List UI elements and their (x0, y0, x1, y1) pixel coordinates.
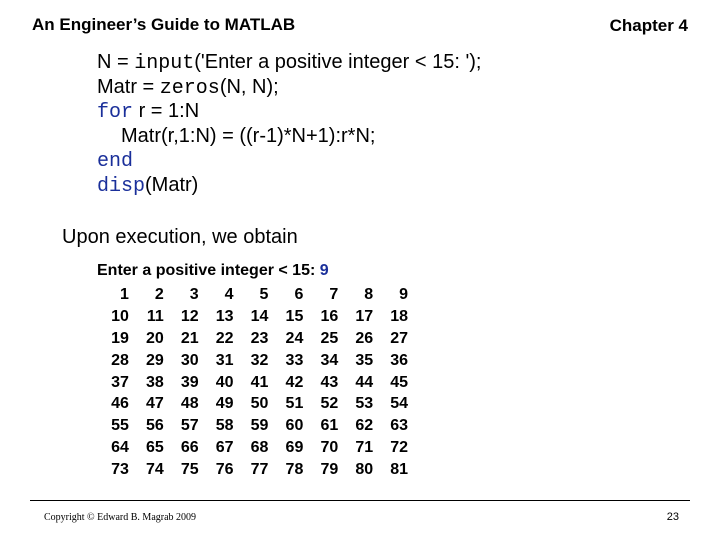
matrix-cell: 44 (355, 373, 374, 391)
matrix-cell: 5 (259, 286, 269, 303)
matrix-cell: 79 (320, 461, 339, 479)
code-line-5 (97, 148, 482, 173)
function-disp: disp (97, 174, 146, 198)
matrix-cell: 76 (215, 461, 234, 479)
matrix-cell: 54 (390, 395, 409, 413)
matrix-cell: 42 (285, 373, 304, 391)
matrix-cell: 45 (390, 373, 409, 391)
matrix-cell: 78 (285, 461, 304, 479)
matrix-cell: 7 (329, 286, 339, 303)
matrix-cell: 31 (215, 351, 234, 369)
code-line-4: Matr(r,1:N) = ((r-1)*N+1):r*N; (121, 124, 376, 147)
matrix-cell: 20 (145, 329, 164, 347)
matrix-cell: 56 (145, 417, 164, 435)
matrix-row (94, 459, 408, 481)
matrix-cell: 10 (111, 307, 129, 325)
matrix-cell: 16 (320, 307, 339, 325)
code-line-1: N = input('Enter a positive integer < 15: '); (97, 51, 482, 75)
matrix-cell: 53 (355, 395, 374, 413)
matrix-cell: 17 (355, 307, 374, 325)
matrix-cell: 9 (399, 286, 409, 303)
matrix-cell: 69 (285, 439, 304, 457)
matrix-cell: 14 (250, 307, 269, 325)
matrix-cell: 2 (154, 286, 164, 303)
matrix-cell: 19 (111, 329, 129, 347)
matrix-cell: 46 (111, 395, 129, 413)
matrix-cell: 12 (180, 307, 199, 325)
output-matrix (94, 284, 408, 481)
matrix-cell: 65 (145, 439, 164, 457)
matrix-cell: 11 (146, 307, 164, 325)
matrix-cell: 77 (250, 461, 269, 479)
matrix-cell: 24 (285, 329, 304, 347)
code-block (97, 50, 482, 197)
matrix-cell: 23 (250, 329, 269, 347)
matrix-cell: 18 (390, 307, 409, 325)
matrix-cell: 62 (355, 417, 374, 435)
matrix-cell: 49 (215, 395, 234, 413)
matrix-row (94, 372, 408, 394)
matrix-row (94, 393, 408, 415)
keyword-end: end (97, 150, 134, 173)
matrix-cell: 50 (250, 395, 269, 413)
footer-divider (30, 500, 690, 501)
matrix-cell: 58 (215, 417, 234, 435)
code-line-2: Matr = zeros(N, N); (97, 75, 279, 100)
book-title: An Engineer’s Guide to MATLAB (32, 15, 296, 34)
matrix-cell: 3 (189, 286, 199, 303)
matrix-cell: 36 (390, 351, 409, 369)
matrix-cell: 43 (320, 373, 339, 391)
matrix-row (94, 437, 408, 459)
matrix-cell: 60 (285, 417, 304, 435)
matrix-cell: 81 (390, 461, 409, 479)
matrix-cell: 74 (145, 461, 164, 479)
matrix-row (94, 306, 408, 328)
matrix-cell: 15 (285, 307, 304, 325)
matrix-cell: 1 (119, 286, 129, 303)
matrix-cell: 40 (215, 373, 234, 391)
matrix-cell: 22 (215, 329, 234, 347)
chapter-label: Chapter 4 (609, 16, 688, 35)
matrix-cell: 37 (111, 373, 129, 391)
matrix-cell: 64 (111, 439, 129, 457)
matrix-cell: 30 (180, 351, 199, 369)
matrix-cell: 35 (355, 351, 374, 369)
page-number: 23 (666, 511, 679, 523)
matrix-row (94, 328, 408, 350)
matrix-cell: 38 (145, 373, 164, 391)
matrix-cell: 57 (180, 417, 199, 435)
matrix-cell: 48 (180, 395, 199, 413)
matrix-cell: 26 (355, 329, 374, 347)
matrix-cell: 59 (250, 417, 269, 435)
matrix-cell: 25 (320, 329, 339, 347)
matrix-cell: 80 (355, 461, 374, 479)
matrix-cell: 73 (111, 461, 129, 479)
input-value: 9 (319, 262, 329, 279)
matrix-cell: 32 (250, 351, 269, 369)
copyright-text: Copyright © Edward B. Magrab 2009 (44, 512, 197, 523)
matrix-cell: 27 (390, 329, 409, 347)
output-prompt: Enter a positive integer < 15: 9 (97, 262, 329, 279)
code-line-6: disp(Matr) (97, 173, 199, 198)
matrix-cell: 52 (320, 395, 339, 413)
intro-text: Upon execution, we obtain (62, 226, 298, 248)
matrix-cell: 68 (250, 439, 269, 457)
matrix-cell: 47 (145, 395, 164, 413)
matrix-cell: 75 (180, 461, 199, 479)
keyword-for: for (97, 101, 134, 124)
matrix-cell: 34 (320, 351, 339, 369)
matrix-cell: 13 (215, 307, 234, 325)
matrix-cell: 33 (285, 351, 304, 369)
matrix-row (94, 284, 408, 306)
matrix-cell: 72 (390, 439, 409, 457)
matrix-cell: 71 (355, 439, 374, 457)
matrix-cell: 41 (250, 373, 269, 391)
matrix-cell: 63 (390, 417, 409, 435)
matrix-cell: 51 (285, 395, 304, 413)
function-input: input (134, 52, 195, 75)
matrix-cell: 61 (320, 417, 339, 435)
matrix-cell: 66 (180, 439, 199, 457)
function-zeros: zeros (159, 76, 220, 100)
matrix-cell: 4 (224, 286, 234, 303)
matrix-cell: 28 (111, 351, 129, 369)
matrix-cell: 67 (215, 439, 234, 457)
matrix-cell: 6 (294, 286, 304, 303)
matrix-cell: 70 (320, 439, 339, 457)
code-line-3: for r = 1:N (97, 100, 200, 124)
matrix-cell: 39 (180, 373, 199, 391)
matrix-cell: 55 (111, 417, 129, 435)
matrix-cell: 8 (364, 286, 374, 303)
matrix-cell: 29 (145, 351, 164, 369)
matrix-cell: 21 (180, 329, 199, 347)
matrix-row (94, 415, 408, 437)
matrix-row (94, 350, 408, 372)
